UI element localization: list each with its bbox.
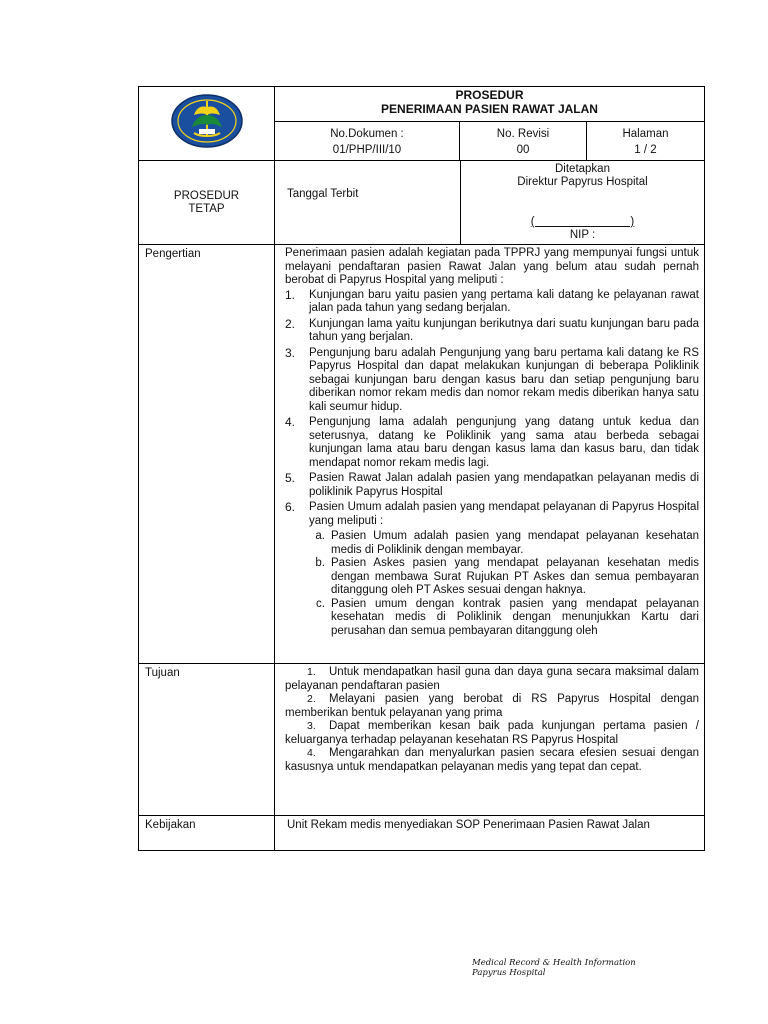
tujuan-content [275, 664, 705, 816]
sub-list-item-letter: c. [316, 597, 325, 610]
title-line-2: PENERIMAAN PASIEN RAWAT JALAN [381, 102, 598, 116]
pengertian-list [285, 289, 699, 529]
tujuan-item [285, 747, 699, 774]
revision-value: 00 [516, 144, 530, 156]
tanggal-terbit: Tanggal Terbit [275, 161, 461, 244]
list-item-text: Pasien Rawat Jalan adalah pasien yang mendapatkan pelayanan medis di poliklinik Papyrus Hospital [309, 472, 699, 498]
list-item-number: 2. [285, 316, 296, 331]
sub-list-item-letter: a. [315, 530, 325, 542]
list-item-text: Kunjungan baru yaitu pasien yang pertama kali datang ke pelayanan rawat jalan pada tahun yang sedang berjalan. [309, 288, 699, 314]
tujuan-item-text: Mengarahkan dan menyalurkan pasien secara efesien sesuai dengan kasusnya untuk mendapatkan pelayanan medis yang tepat dan cepat. [285, 747, 699, 773]
tujuan-item [285, 720, 699, 747]
list-item [285, 289, 699, 316]
page-value: 1 / 2 [634, 144, 657, 156]
kebijakan-content [275, 816, 705, 851]
sub-list-item-text: Pasien umum dengan kontrak pasien yang mendapat pelayanan kesehatan medis di Poliklinik dengan menunjukkan Kartu dari perusahan dan semua pembayaran ditanggung oleh [331, 597, 699, 637]
doc-number-label: No.Dokumen : [330, 128, 404, 140]
tujuan-item-number: 3. [307, 720, 316, 732]
direktur-text: Direktur Papyrus Hospital [517, 176, 648, 188]
pengertian-content [275, 245, 705, 664]
tujuan-item-number: 1. [307, 666, 316, 678]
tujuan-item-number: 4. [307, 747, 316, 759]
hospital-emblem-icon [170, 93, 244, 149]
doc-number-value: 01/PHP/III/10 [332, 144, 402, 156]
tujuan-item-text: Melayani pasien yang berobat di RS Papyrus Hospital dengan memberikan bentuk pelayanan yang prima [285, 693, 699, 719]
sub-list-item-text: Pasien Askes pasien yang mendapat pelayanan kesehatan medis dengan membawa Surat Rujukan PT Askes dan semua pembayaran ditanggung oleh PT Askes sesuai dengan haknya. [331, 557, 699, 596]
list-item [285, 501, 699, 528]
ditetapkan-text: Ditetapkan [555, 163, 610, 175]
pengertian-sublist [285, 530, 699, 638]
sop-table [138, 86, 705, 851]
list-item-text: Kunjungan lama yaitu kunjungan berikutnya dari suatu kunjungan baru pada tahun yang berjalan. [309, 317, 699, 343]
sub-list-item [309, 557, 699, 598]
list-item-number: 5. [285, 471, 296, 485]
tujuan-label: Tujuan [139, 664, 275, 816]
nip-text: NIP : [569, 229, 596, 241]
footer-line-2: Papyrus Hospital [472, 968, 546, 978]
pengertian-intro: Penerimaan pasien adalah kegiatan pada TPPRJ yang mempunyai fungsi untuk melayani pendaftaran pasien Rawat Jalan yang belum atau sudah pernah berobat di Papyrus Hospital yang meliputi : [285, 247, 699, 286]
sub-list-item [309, 530, 699, 557]
approval-row [275, 161, 705, 245]
kebijakan-label: Kebijakan [139, 816, 275, 851]
list-item [285, 347, 699, 415]
list-item [285, 416, 699, 470]
sub-list-item-letter: b. [315, 557, 325, 569]
document-meta [275, 122, 704, 160]
list-item [285, 472, 699, 499]
approval-block [461, 161, 704, 244]
doc-number [275, 122, 460, 160]
list-item-text: Pasien Umum adalah pasien yang mendapat pelayanan di Papyrus Hospital yang meliputi : [309, 501, 699, 527]
tujuan-item-text: Dapat memberikan kesan baik pada kunjungan pertama pasien / keluarganya terhadap pelayanan kesehatan RS Papyrus Hospital [285, 720, 699, 746]
list-item-number: 6. [285, 500, 296, 514]
list-item-text: Pengunjung lama adalah pengunjung yang datang untuk kedua dan seterusnya, datang ke Poliklinik yang sama atau berbeda sebagai kunjungan lama atau baru dengan kasus lama dan kasus baru, dan tidak mendapat nomor rekam medis lagi. [309, 416, 699, 469]
prosedur-tetap-cell [139, 161, 275, 245]
revision-label: No. Revisi [496, 128, 550, 140]
tujuan-item [285, 693, 699, 720]
document-title [275, 87, 704, 122]
signature-line: ( ) [530, 216, 635, 228]
prosedur-tetap-line-1: PROSEDUR [173, 189, 240, 202]
title-line-1: PROSEDUR [455, 88, 524, 102]
kebijakan-text: Unit Rekam medis menyediakan SOP Penerimaan Pasien Rawat Jalan [287, 819, 650, 831]
tujuan-item-text: Untuk mendapatkan hasil guna dan daya guna secara maksimal dalam pelayanan pendaftaran pasien [285, 666, 699, 692]
sub-list-item-text: Pasien Umum adalah pasien yang mendapat pelayanan kesehatan medis di Poliklinik dengan membayar. [331, 530, 699, 556]
pengertian-label: Pengertian [139, 245, 275, 664]
logo-cell [139, 87, 275, 161]
title-cell [275, 87, 705, 161]
page-footer [472, 958, 636, 978]
tujuan-item-number: 2. [307, 693, 316, 705]
prosedur-tetap-line-2: TETAP [188, 202, 225, 215]
list-item-number: 3. [285, 345, 296, 360]
list-item-number: 4. [285, 415, 296, 429]
list-item-number: 1. [285, 287, 296, 302]
list-item-text: Pengunjung baru adalah Pengunjung yang baru pertama kali datang ke RS Papyrus Hospital dan dapat melakukan kunjungan di beberapa Poliklinik sebagai kunjungan baru dengan kasus baru dan setiap pengunjung baru diberikan nomor rekam medis dan nomor rekam medis diberikan hanya satu kali seumur hidup. [309, 346, 699, 413]
sub-list-item [309, 598, 699, 639]
revision [460, 122, 587, 160]
tujuan-item [285, 666, 699, 693]
list-item [285, 318, 699, 345]
page-label: Halaman [622, 128, 669, 140]
page-number [587, 122, 704, 160]
footer-line-1: Medical Record & Health Information [472, 958, 636, 968]
